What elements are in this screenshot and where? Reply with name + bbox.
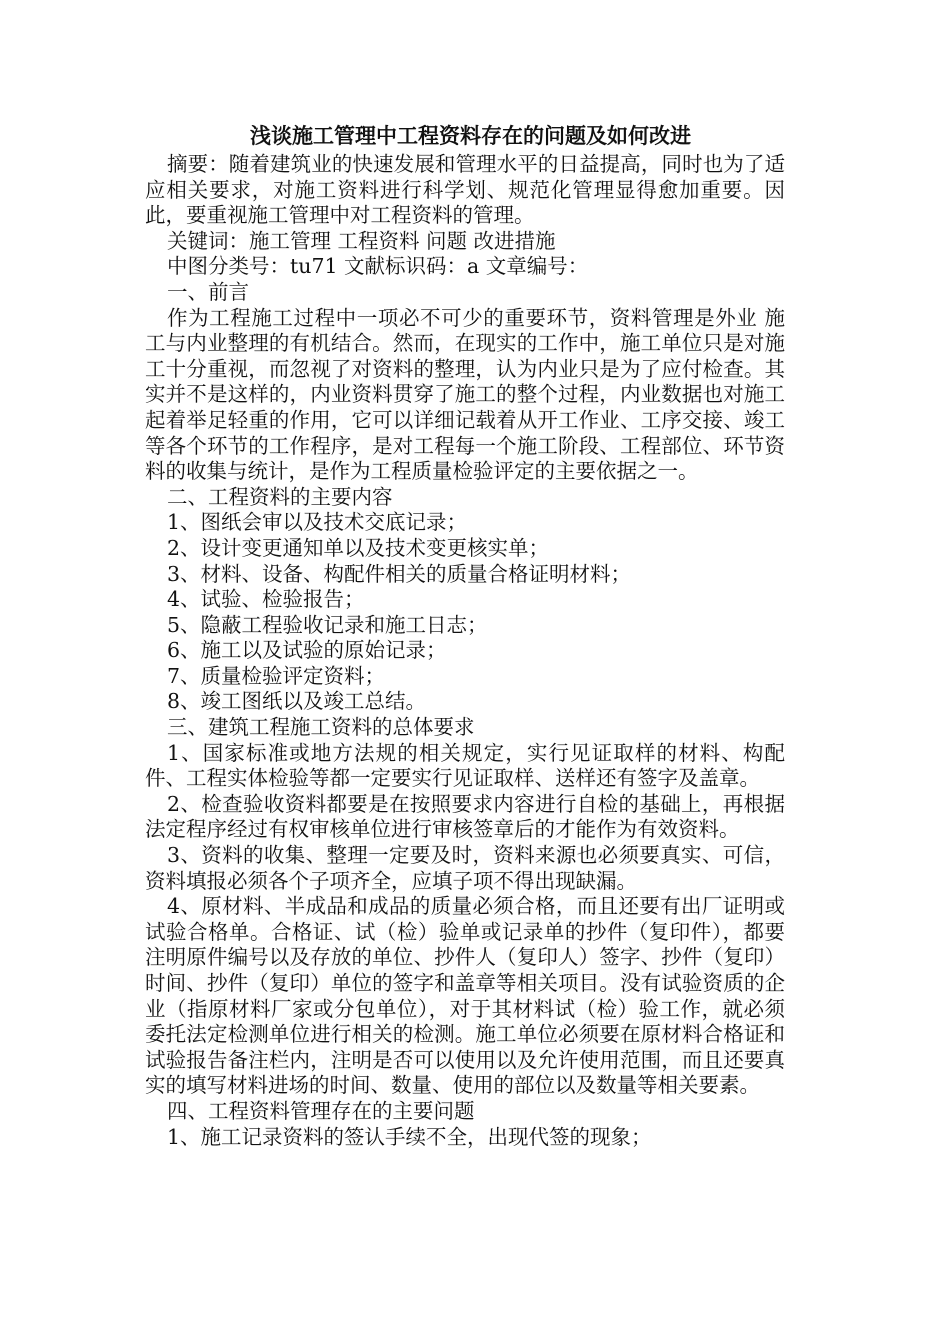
requirement-paragraph: 4、原材料、半成品和成品的质量必须合格，而且还要有出厂证明或试验合格单。合格证、试（检）验单或记录单的抄件（复印件），都要注明原件编号以及存放的单位、抄件人（复印人）签字、抄件（复印）时间、抄件（复印）单位的签字和盖章等相关项目。没有试验资质的企业（指原材料厂家或分包单位），对于其材料试（检）验工作，就必须委托法定检测单位进行相关的检测。施工单位必须要在原材料合格证和试验报告备注栏内，注明是否可以使用以及允许使用范围，而且还要真实的填写材料进场的时间、数量、使用的部位以及数量等相关要素。 <box>145 894 785 1098</box>
list-item: 7、质量检验评定资料； <box>167 663 386 688</box>
classification-line: 中图分类号：tu71 文献标识码：a 文章编号： <box>167 254 589 279</box>
document-body <box>145 122 785 1150</box>
keywords-line: 关键词：施工管理 工程资料 问题 改进措施 <box>167 228 556 253</box>
list-item: 1、图纸会审以及技术交底记录； <box>167 510 468 535</box>
list-item: 5、隐蔽工程验收记录和施工日志； <box>167 612 488 637</box>
problem-item: 1、施工记录资料的签认手续不全，出现代签的现象； <box>167 1124 652 1149</box>
list-item: 6、施工以及试验的原始记录； <box>167 638 447 663</box>
list-item: 8、竣工图纸以及竣工总结。 <box>167 689 427 714</box>
requirement-paragraph: 2、检查验收资料都要是在按照要求内容进行自检的基础上，再根据法定程序经过有权审核单位进行审核签章后的才能作为有效资料。 <box>145 791 785 842</box>
requirement-paragraph: 1、国家标准或地方法规的相关规定，实行见证取样的材料、构配件、工程实体检验等都一定要实行见证取样、送样还有签字及盖章。 <box>145 740 785 791</box>
list-item: 2、设计变更通知单以及技术变更核实单； <box>167 535 550 560</box>
document-title: 浅谈施工管理中工程资料存在的问题及如何改进 <box>250 124 691 148</box>
section-heading-main-content: 二、工程资料的主要内容 <box>167 484 393 509</box>
section-heading-problems: 四、工程资料管理存在的主要问题 <box>167 1098 475 1123</box>
section-heading-preface: 一、前言 <box>167 279 249 304</box>
section-heading-requirements: 三、建筑工程施工资料的总体要求 <box>167 715 475 740</box>
requirement-paragraph: 3、资料的收集、整理一定要及时，资料来源也必须要真实、可信，资料填报必须各个子项齐全，应填子项不得出现缺漏。 <box>145 843 785 893</box>
preface-paragraph: 作为工程施工过程中一项必不可少的重要环节，资料管理是外业 施工与内业整理的有机结合。然而，在现实的工作中，施工单位只是对施工十分重视，而忽视了对资料的整理，认为内业只是为了应付检查。其实并不是这样的，内业资料贯穿了施工的整个过程，内业数据也对施工起着举足轻重的作用，它可以详细记载着从开工作业、工序交接、竣工等各个环节的工作程序，是对工程每一个施工阶段、工程部位、环节资料的收集与统计，是作为工程质量检验评定的主要依据之一。 <box>145 305 785 484</box>
list-item: 4、试验、检验报告； <box>167 587 365 612</box>
abstract-paragraph: 摘要：随着建筑业的快速发展和管理水平的日益提高，同时也为了适应相关要求，对施工资料进行科学划、规范化管理显得愈加重要。因此，要重视施工管理中对工程资料的管理。 <box>145 152 785 228</box>
list-item: 3、材料、设备、构配件相关的质量合格证明材料； <box>167 561 632 586</box>
